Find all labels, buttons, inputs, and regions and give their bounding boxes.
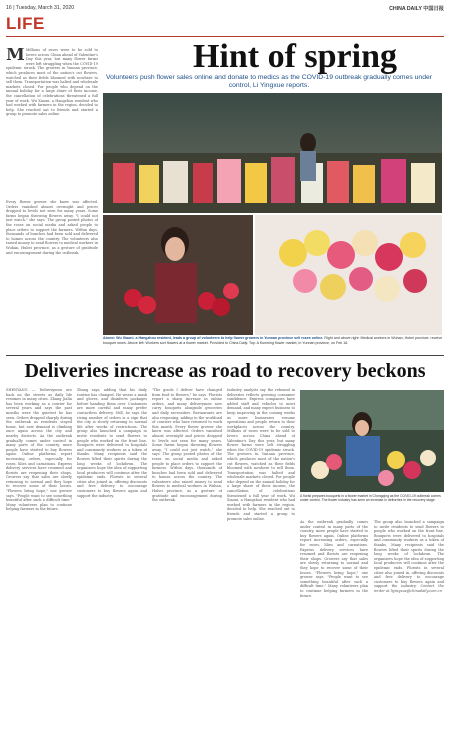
story2-column-1 bbox=[6, 388, 72, 740]
column-text: Millions of roses were to be sold to lovers across China ahead of Valentine's Day this year, but many flower farms were left struggling when the COVID-19 epidemic struck. The growers in Yunnan province, which produces most of the nation's cut flowers, watched as their fields bloomed with nowhere to sell them. Transportation was halted and wholesale markets closed. For people who depend on the annual holiday for a large share of their income, the cancellation of celebrations threatened a full year of work. Wu Xiaoni, a Hangzhou resident who had worked with farmers in the region, decided to help. She reached out to friends and started a group to promote sales online. bbox=[6, 48, 98, 117]
flower-market-photo bbox=[103, 93, 442, 335]
page-header bbox=[6, 4, 444, 13]
second-headline: Deliveries increase as road to recovery beckons bbox=[24, 360, 426, 382]
column-text: The group also launched a campaign to invite residents to send flowers to people who worked on the front line. Bouquets were delivered to hospitals and community workers as a token of thanks. Many recipients said the flowers lifted their spirits during the long weeks of lockdown. The organizers hope the idea of supporting local producers will continue after the epidemic ends. Florists in several cities also joined in, offering discounts and free delivery to encourage customers to buy flowers again and support the industry. bbox=[77, 424, 147, 498]
standfirst: Volunteers push flower sales online and donate to medics as the COVID-19 outbreak gradually comes under control, Li Yingxue reports. bbox=[105, 74, 433, 89]
main-photo bbox=[103, 93, 442, 335]
column-text: Millions of roses were to be sold to lovers across China ahead of Valentine's Day this year, but many flower farms were left struggling when the COVID-19 epidemic struck. The growers in Yunnan province, which produces most of the nation's cut flowers, watched as their fields bloomed with nowhere to sell them. Transportation was halted and wholesale markets closed. For people who depend on the annual holiday for a large share of their income, the cancellation of celebrations threatened a full year of work. Wu Xiaoni, a Hangzhou resident who had worked with farmers in the region, decided to help. She reached out to friends and started a group to promote sales online. bbox=[227, 429, 295, 521]
caption-provided: Provided to China Daily. Top: A Kunming flower market, in Yunnan province, on Feb 16. bbox=[209, 340, 349, 345]
story2-column-2 bbox=[77, 388, 147, 740]
page-date: 16 | Tuesday, March 31, 2020 bbox=[6, 5, 75, 11]
column-text: As the outbreak gradually comes under control in many parts of the country, more people have started to buy flowers again. Online platforms report increasing orders, especially for roses, lilies and carnations. Express delivery services have resumed and florists are reopening their shops. Growers say that sales are slowly returning to normal and they hope to recover some of their losses. "Flowers bring hope," one grower says. "People want to see something beautiful after such a difficult time." Many volunteers plan to continue helping farmers in the future. bbox=[6, 433, 72, 512]
florist-caption-text: A florist prepares bouquets in a flower market in Chongqing as the COVID-19 outbreak comes under control. The flower industry has seen an increase in deliveries in the recovery stage. bbox=[300, 494, 441, 503]
main-caption bbox=[103, 336, 443, 345]
story2-column-3 bbox=[152, 388, 222, 740]
column-text: Every flower grower she knew was affected. Orders vanished almost overnight and prices dropped to levels not seen for many years. Some farms began throwing flowers away. "I could not just watch," she says. The group posted photos of the roses on social media and asked people to place orders to support the farmers. Within days, thousands of bunches had been sold and delivered to homes across the country. The volunteers also raised money to send flowers to medical workers in Wuhan, Hubei province, as a gesture of gratitude and encouragement during the outbreak. bbox=[152, 424, 222, 503]
column-text: SHENYANG — Deliverymen are back on the streets as daily life resumes in many cities. Zhang Jialin has been working as a courier for several years and says the past months were the quietest he has seen. Orders dropped sharply during the outbreak as residents stayed home, but now demand is climbing once again across the city and nearby districts. bbox=[6, 388, 72, 438]
column-text: Every flower grower she knew was affected. Orders vanished almost overnight and prices dropped to levels not seen for many years. Some farms began throwing flowers away. "I could not just watch," she says. The group posted photos of the roses on social media and asked people to place orders to support the farmers. Within days, thousands of bunches had been sold and delivered to homes across the country. The volunteers also raised money to send flowers to medical workers in Wuhan, Hubei province, as a gesture of gratitude and encouragement during the outbreak. bbox=[6, 200, 98, 255]
florist-photo-image bbox=[300, 390, 444, 492]
headline: Hint of spring bbox=[192, 38, 398, 75]
florist-photo bbox=[300, 390, 444, 492]
column-text: Industry analysts say the rebound in deliveries reflects growing consumer confidence. Express companies have added staff and vehicles to meet demand, and many expect business to keep improving in the coming weeks as more businesses resume operations and people return to their workplaces across the country. bbox=[227, 388, 295, 429]
drop-cap: M bbox=[6, 48, 25, 65]
section-title: LIFE bbox=[6, 14, 45, 33]
column-text: "The goods I deliver have changed from food to flowers," he says. Florists report a sharp increase in online orders, and many deliverymen now carry bouquets alongside groceries and daily necessities. Restaurants are also reopening, adding to the workload of couriers who have returned to work this month. bbox=[152, 388, 222, 429]
contact-line: Contact the writer at liyingxue@chinadaily.com.cn bbox=[374, 584, 444, 593]
column-text: The group also launched a campaign to invite residents to send flowers to people who worked on the front line. Bouquets were delivered to hospitals and community workers as a token of thanks. Many recipients said the flowers lifted their spirits during the long weeks of lockdown. The organizers hope the idea of supporting local producers will continue after the epidemic ends. Florists in several cities also joined in, offering discounts and free delivery to encourage customers to buy flowers again and support the industry. bbox=[374, 520, 444, 589]
caption-lead: Above: Wu Xiaoni, a Hangzhou resident, leads a group of volunteers to help flower growers in Yunnan province sell roses online. bbox=[103, 336, 324, 340]
column-text: As the outbreak gradually comes under control in many parts of the country, more people have started to buy flowers again. Online platforms report increasing orders, especially for roses, lilies and carnations. Express delivery services have resumed and florists are reopening their shops. Growers say that sales are slowly returning to normal and they hope to recover some of their losses. "Flowers bring hope," one grower says. "People want to see something beautiful after such a difficult time." Many volunteers plan to continue helping farmers in the future. bbox=[300, 520, 368, 598]
caption-rest: Right and above right: Medical workers in Wuhan, Hubei province, receive bouquet roses. Above left: Workers sort flowers at a flower market. bbox=[103, 336, 443, 345]
column-text: Zhang says, adding that his daily routine has changed. He wears a mask and gloves, and disinfects packages before handing them over. Customers are more careful and many prefer contactless delivery. Still, he says the rising number of orders is a sign that the city is slowly returning to normal life after weeks of restrictions. bbox=[77, 388, 147, 429]
publication-name: CHINA DAILY 中国日报 bbox=[389, 6, 444, 12]
story2-column-6 bbox=[374, 520, 444, 740]
story2-column-4 bbox=[227, 388, 295, 740]
florist-caption bbox=[300, 494, 444, 503]
article-column-1b bbox=[6, 200, 98, 346]
section-rule bbox=[6, 36, 444, 37]
story-divider bbox=[6, 355, 444, 356]
story2-column-5 bbox=[300, 520, 368, 740]
